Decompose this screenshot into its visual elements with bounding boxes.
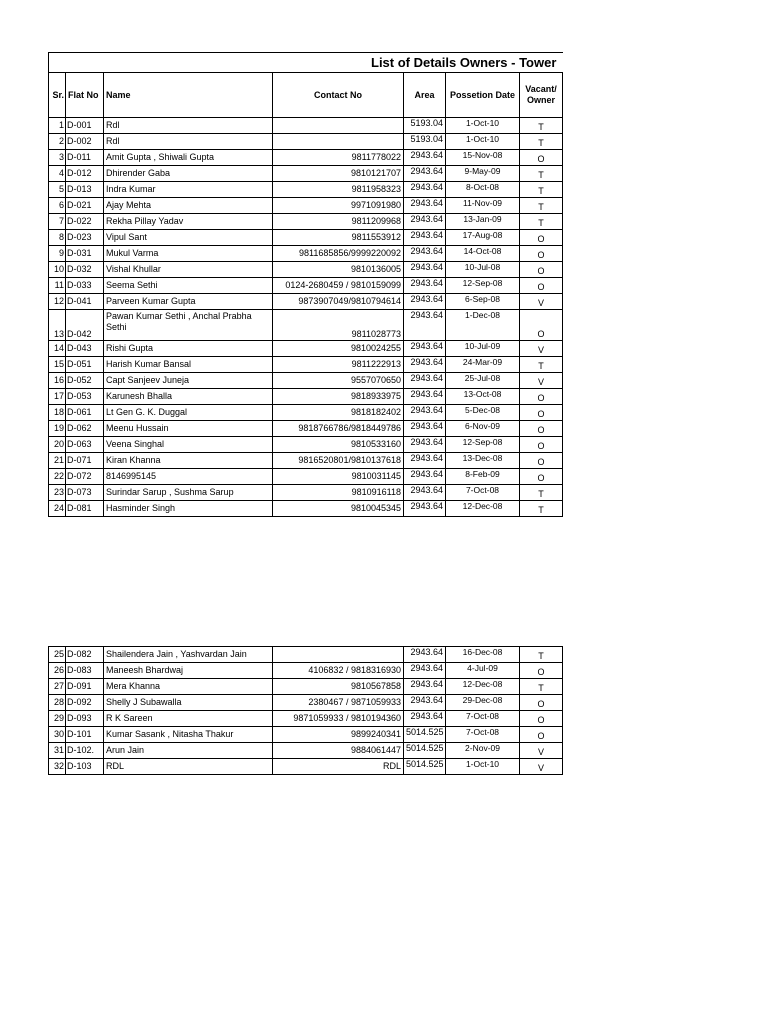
cell-contact-no: 9810045345 [273, 501, 404, 517]
cell-sr: 15 [49, 357, 66, 373]
cell-flat-no: D-001 [66, 118, 104, 134]
cell-flat-no: D-061 [66, 405, 104, 421]
table-title: List of Details Owners - Tower [49, 53, 563, 73]
cell-name: Surindar Sarup , Sushma Sarup [104, 485, 273, 501]
cell-flat-no: D-031 [66, 246, 104, 262]
cell-possession-date: 16-Dec-08 [446, 647, 520, 663]
cell-area: 2943.64 [404, 373, 446, 389]
cell-name: RDL [104, 759, 273, 775]
cell-status: O [520, 437, 563, 453]
table-row [49, 405, 563, 421]
cell-area: 2943.64 [404, 310, 446, 341]
cell-sr: 24 [49, 501, 66, 517]
cell-area: 2943.64 [404, 341, 446, 357]
cell-area: 2943.64 [404, 278, 446, 294]
table-row [49, 198, 563, 214]
cell-status: T [520, 198, 563, 214]
cell-contact-no: 9871059933 / 9810194360 [273, 711, 404, 727]
cell-flat-no: D-052 [66, 373, 104, 389]
cell-name: R K Sareen [104, 711, 273, 727]
cell-flat-no: D-013 [66, 182, 104, 198]
header-name: Name [104, 73, 273, 118]
cell-status: V [520, 743, 563, 759]
cell-flat-no: D-002 [66, 134, 104, 150]
cell-contact-no: 9810533160 [273, 437, 404, 453]
cell-area: 5014.525 [404, 743, 446, 759]
cell-possession-date: 29-Dec-08 [446, 695, 520, 711]
cell-status: O [520, 405, 563, 421]
cell-possession-date: 7-Oct-08 [446, 711, 520, 727]
cell-sr: 22 [49, 469, 66, 485]
cell-possession-date: 9-May-09 [446, 166, 520, 182]
cell-area: 2943.64 [404, 405, 446, 421]
cell-flat-no: D-032 [66, 262, 104, 278]
cell-name: 8146995145 [104, 469, 273, 485]
cell-flat-no: D-021 [66, 198, 104, 214]
table-body [49, 118, 563, 517]
table-body-continued [49, 647, 563, 775]
cell-flat-no: D-033 [66, 278, 104, 294]
cell-name: Karunesh Bhalla [104, 389, 273, 405]
table-row [49, 421, 563, 437]
cell-status: O [520, 711, 563, 727]
cell-area: 5193.04 [404, 118, 446, 134]
cell-sr: 3 [49, 150, 66, 166]
cell-contact-no [273, 134, 404, 150]
table-row [49, 759, 563, 775]
table-row [49, 166, 563, 182]
cell-contact-no [273, 118, 404, 134]
cell-flat-no: D-022 [66, 214, 104, 230]
cell-flat-no: D-011 [66, 150, 104, 166]
cell-status: T [520, 679, 563, 695]
header-area: Area [404, 73, 446, 118]
cell-possession-date: 12-Sep-08 [446, 437, 520, 453]
cell-name: Pawan Kumar Sethi , Anchal Prabha Sethi [104, 310, 273, 341]
cell-name: Capt Sanjeev Juneja [104, 373, 273, 389]
cell-contact-no: 9811553912 [273, 230, 404, 246]
owners-table-continued [48, 646, 563, 775]
cell-status: T [520, 647, 563, 663]
cell-name: Hasminder Singh [104, 501, 273, 517]
cell-possession-date: 13-Dec-08 [446, 453, 520, 469]
cell-flat-no: D-081 [66, 501, 104, 517]
cell-contact-no: 9818933975 [273, 389, 404, 405]
cell-sr: 1 [49, 118, 66, 134]
cell-status: T [520, 501, 563, 517]
cell-name: Kumar Sasank , Nitasha Thakur [104, 727, 273, 743]
table-row [49, 214, 563, 230]
cell-contact-no: 9811778022 [273, 150, 404, 166]
cell-name: Ajay Mehta [104, 198, 273, 214]
cell-status: T [520, 357, 563, 373]
cell-possession-date: 17-Aug-08 [446, 230, 520, 246]
cell-status: T [520, 118, 563, 134]
cell-status: O [520, 421, 563, 437]
cell-status: T [520, 182, 563, 198]
cell-area: 2943.64 [404, 246, 446, 262]
cell-contact-no: 9884061447 [273, 743, 404, 759]
cell-possession-date: 13-Oct-08 [446, 389, 520, 405]
cell-sr: 19 [49, 421, 66, 437]
cell-status: O [520, 663, 563, 679]
cell-area: 2943.64 [404, 679, 446, 695]
cell-status: O [520, 727, 563, 743]
table-row [49, 389, 563, 405]
cell-flat-no: D-101 [66, 727, 104, 743]
cell-contact-no: 9818766786/9818449786 [273, 421, 404, 437]
cell-name: Arun Jain [104, 743, 273, 759]
cell-area: 2943.64 [404, 389, 446, 405]
cell-name: Mukul Varma [104, 246, 273, 262]
cell-name: Rdl [104, 134, 273, 150]
cell-sr: 2 [49, 134, 66, 150]
cell-possession-date: 13-Jan-09 [446, 214, 520, 230]
cell-possession-date: 7-Oct-08 [446, 485, 520, 501]
owners-table-page-2 [48, 646, 562, 775]
cell-contact-no: 9811209968 [273, 214, 404, 230]
cell-name: Rdl [104, 118, 273, 134]
header-sr: Sr. [49, 73, 66, 118]
cell-status: O [520, 246, 563, 262]
cell-area: 2943.64 [404, 695, 446, 711]
cell-sr: 26 [49, 663, 66, 679]
table-row [49, 118, 563, 134]
cell-possession-date: 12-Dec-08 [446, 679, 520, 695]
cell-sr: 18 [49, 405, 66, 421]
cell-status: O [520, 310, 563, 341]
cell-area: 2943.64 [404, 294, 446, 310]
cell-area: 2943.64 [404, 262, 446, 278]
cell-status: O [520, 150, 563, 166]
cell-contact-no: 2380467 / 9871059933 [273, 695, 404, 711]
cell-area: 2943.64 [404, 166, 446, 182]
cell-possession-date: 11-Nov-09 [446, 198, 520, 214]
table-row [49, 150, 563, 166]
table-row [49, 485, 563, 501]
cell-sr: 5 [49, 182, 66, 198]
cell-status: T [520, 166, 563, 182]
cell-sr: 29 [49, 711, 66, 727]
header-status: Vacant/ Owner [520, 73, 563, 118]
cell-area: 2943.64 [404, 711, 446, 727]
cell-sr: 31 [49, 743, 66, 759]
cell-flat-no: D-073 [66, 485, 104, 501]
cell-possession-date: 8-Oct-08 [446, 182, 520, 198]
cell-area: 2943.64 [404, 485, 446, 501]
cell-status: T [520, 485, 563, 501]
header-flat-no: Flat No [66, 73, 104, 118]
cell-sr: 32 [49, 759, 66, 775]
cell-sr: 4 [49, 166, 66, 182]
cell-status: T [520, 134, 563, 150]
cell-possession-date: 10-Jul-08 [446, 262, 520, 278]
cell-status: O [520, 262, 563, 278]
cell-name: Shelly J Subawalla [104, 695, 273, 711]
cell-sr: 7 [49, 214, 66, 230]
owners-table-page-1 [48, 52, 562, 517]
cell-name: Rishi Gupta [104, 341, 273, 357]
cell-contact-no: 9810916118 [273, 485, 404, 501]
table-row [49, 134, 563, 150]
table-row [49, 437, 563, 453]
cell-possession-date: 4-Jul-09 [446, 663, 520, 679]
cell-possession-date: 7-Oct-08 [446, 727, 520, 743]
cell-contact-no: 0124-2680459 / 9810159099 [273, 278, 404, 294]
header-contact-no: Contact No [273, 73, 404, 118]
table-row [49, 695, 563, 711]
cell-name: Vipul Sant [104, 230, 273, 246]
cell-flat-no: D-083 [66, 663, 104, 679]
cell-sr: 17 [49, 389, 66, 405]
cell-flat-no: D-071 [66, 453, 104, 469]
cell-possession-date: 1-Dec-08 [446, 310, 520, 341]
cell-flat-no: D-062 [66, 421, 104, 437]
table-row [49, 453, 563, 469]
cell-sr: 14 [49, 341, 66, 357]
cell-contact-no: 9818182402 [273, 405, 404, 421]
cell-contact-no: 9899240341 [273, 727, 404, 743]
cell-area: 2943.64 [404, 501, 446, 517]
cell-possession-date: 1-Oct-10 [446, 134, 520, 150]
cell-possession-date: 25-Jul-08 [446, 373, 520, 389]
table-row [49, 663, 563, 679]
cell-sr: 8 [49, 230, 66, 246]
table-row [49, 727, 563, 743]
cell-sr: 9 [49, 246, 66, 262]
cell-contact-no: 9557070650 [273, 373, 404, 389]
table-row [49, 341, 563, 357]
cell-name: Mera Khanna [104, 679, 273, 695]
cell-flat-no: D-103 [66, 759, 104, 775]
cell-area: 2943.64 [404, 469, 446, 485]
owners-table [48, 52, 563, 517]
cell-area: 2943.64 [404, 437, 446, 453]
table-row [49, 310, 563, 341]
cell-contact-no: 9811222913 [273, 357, 404, 373]
cell-possession-date: 12-Dec-08 [446, 501, 520, 517]
cell-flat-no: D-092 [66, 695, 104, 711]
table-row [49, 278, 563, 294]
cell-contact-no: 4106832 / 9818316930 [273, 663, 404, 679]
cell-contact-no: 9810121707 [273, 166, 404, 182]
cell-flat-no: D-091 [66, 679, 104, 695]
cell-flat-no: D-012 [66, 166, 104, 182]
cell-area: 2943.64 [404, 198, 446, 214]
cell-sr: 11 [49, 278, 66, 294]
table-row [49, 182, 563, 198]
cell-flat-no: D-043 [66, 341, 104, 357]
cell-area: 2943.64 [404, 214, 446, 230]
table-row [49, 711, 563, 727]
cell-status: T [520, 214, 563, 230]
cell-name: Rekha Pillay Yadav [104, 214, 273, 230]
cell-name: Maneesh Bhardwaj [104, 663, 273, 679]
cell-name: Kiran Khanna [104, 453, 273, 469]
cell-possession-date: 5-Dec-08 [446, 405, 520, 421]
cell-contact-no: 9811028773 [273, 310, 404, 341]
table-row [49, 373, 563, 389]
cell-status: O [520, 230, 563, 246]
cell-name: Vishal Khullar [104, 262, 273, 278]
cell-status: O [520, 278, 563, 294]
table-row [49, 246, 563, 262]
cell-contact-no [273, 647, 404, 663]
table-row [49, 469, 563, 485]
cell-name: Amit Gupta , Shiwali Gupta [104, 150, 273, 166]
cell-flat-no: D-042 [66, 310, 104, 341]
cell-sr: 13 [49, 310, 66, 341]
cell-sr: 30 [49, 727, 66, 743]
cell-area: 5193.04 [404, 134, 446, 150]
cell-name: Dhirender Gaba [104, 166, 273, 182]
cell-contact-no: 9816520801/9810137618 [273, 453, 404, 469]
cell-contact-no: 9811958323 [273, 182, 404, 198]
cell-contact-no: 9811685856/9999220092 [273, 246, 404, 262]
cell-flat-no: D-041 [66, 294, 104, 310]
cell-sr: 16 [49, 373, 66, 389]
cell-status: O [520, 469, 563, 485]
header-possession-date: Possetion Date [446, 73, 520, 118]
cell-area: 2943.64 [404, 453, 446, 469]
cell-name: Seema Sethi [104, 278, 273, 294]
cell-sr: 20 [49, 437, 66, 453]
cell-name: Shailendera Jain , Yashvardan Jain [104, 647, 273, 663]
cell-status: O [520, 389, 563, 405]
cell-contact-no: RDL [273, 759, 404, 775]
table-row [49, 647, 563, 663]
cell-possession-date: 1-Oct-10 [446, 118, 520, 134]
cell-area: 2943.64 [404, 150, 446, 166]
cell-name: Meenu Hussain [104, 421, 273, 437]
cell-possession-date: 2-Nov-09 [446, 743, 520, 759]
table-row [49, 294, 563, 310]
cell-flat-no: D-063 [66, 437, 104, 453]
table-row [49, 501, 563, 517]
cell-possession-date: 12-Sep-08 [446, 278, 520, 294]
cell-area: 2943.64 [404, 663, 446, 679]
cell-flat-no: D-053 [66, 389, 104, 405]
cell-contact-no: 9810136005 [273, 262, 404, 278]
table-row [49, 743, 563, 759]
table-row [49, 679, 563, 695]
cell-sr: 28 [49, 695, 66, 711]
table-row [49, 262, 563, 278]
cell-flat-no: D-082 [66, 647, 104, 663]
cell-flat-no: D-023 [66, 230, 104, 246]
cell-status: V [520, 759, 563, 775]
cell-name: Lt Gen G. K. Duggal [104, 405, 273, 421]
cell-area: 2943.64 [404, 647, 446, 663]
cell-flat-no: D-051 [66, 357, 104, 373]
cell-possession-date: 10-Jul-09 [446, 341, 520, 357]
cell-status: V [520, 341, 563, 357]
cell-contact-no: 9810031145 [273, 469, 404, 485]
cell-area: 2943.64 [404, 182, 446, 198]
cell-sr: 10 [49, 262, 66, 278]
cell-possession-date: 6-Nov-09 [446, 421, 520, 437]
cell-possession-date: 8-Feb-09 [446, 469, 520, 485]
cell-sr: 23 [49, 485, 66, 501]
cell-area: 2943.64 [404, 357, 446, 373]
cell-status: V [520, 294, 563, 310]
cell-name: Harish Kumar Bansal [104, 357, 273, 373]
cell-status: V [520, 373, 563, 389]
cell-contact-no: 9810567858 [273, 679, 404, 695]
cell-contact-no: 9873907049/9810794614 [273, 294, 404, 310]
cell-area: 5014.525 [404, 759, 446, 775]
cell-sr: 6 [49, 198, 66, 214]
cell-name: Parveen Kumar Gupta [104, 294, 273, 310]
cell-possession-date: 15-Nov-08 [446, 150, 520, 166]
cell-flat-no: D-102. [66, 743, 104, 759]
table-row [49, 357, 563, 373]
cell-possession-date: 24-Mar-09 [446, 357, 520, 373]
cell-sr: 27 [49, 679, 66, 695]
cell-possession-date: 6-Sep-08 [446, 294, 520, 310]
cell-status: O [520, 453, 563, 469]
cell-area: 2943.64 [404, 230, 446, 246]
cell-possession-date: 1-Oct-10 [446, 759, 520, 775]
cell-area: 5014.525 [404, 727, 446, 743]
cell-status: O [520, 695, 563, 711]
cell-possession-date: 14-Oct-08 [446, 246, 520, 262]
cell-name: Indra Kumar [104, 182, 273, 198]
cell-flat-no: D-093 [66, 711, 104, 727]
cell-sr: 12 [49, 294, 66, 310]
cell-sr: 21 [49, 453, 66, 469]
cell-sr: 25 [49, 647, 66, 663]
cell-flat-no: D-072 [66, 469, 104, 485]
cell-contact-no: 9971091980 [273, 198, 404, 214]
cell-contact-no: 9810024255 [273, 341, 404, 357]
cell-area: 2943.64 [404, 421, 446, 437]
cell-name: Veena Singhal [104, 437, 273, 453]
table-row [49, 230, 563, 246]
